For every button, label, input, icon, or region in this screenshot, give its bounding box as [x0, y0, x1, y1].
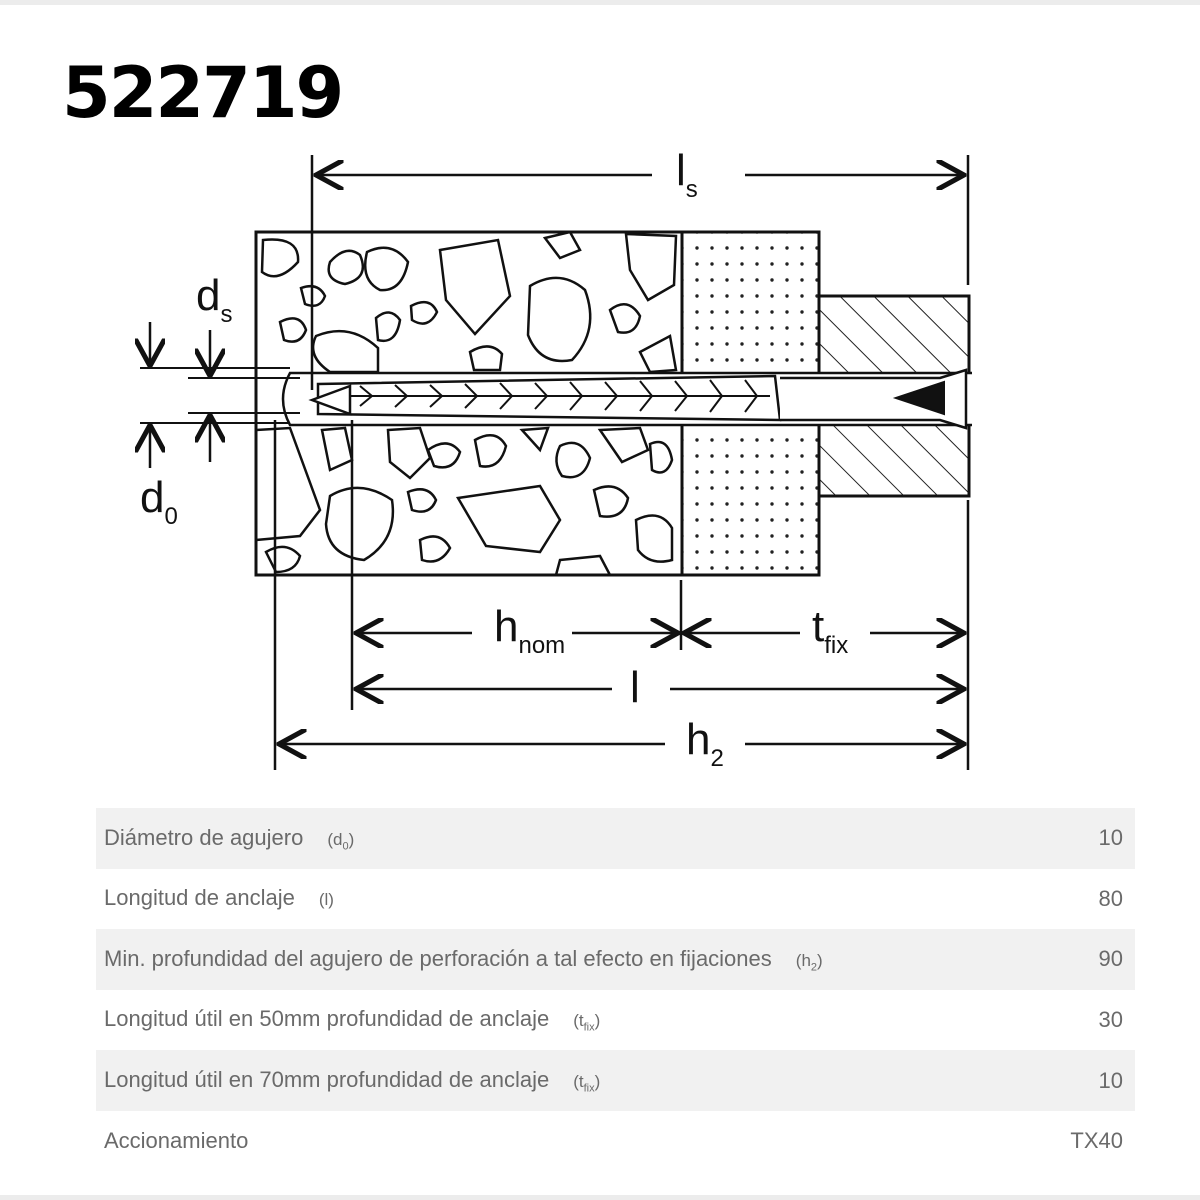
- spec-symbol: (l): [318, 890, 334, 910]
- spec-symbol: $(t_{fix})$: [573, 1071, 601, 1095]
- spec-value: 90: [1098, 946, 1123, 972]
- spec-symbol: $(h_2)$: [795, 950, 823, 974]
- spec-label: Longitud de anclaje (l): [104, 885, 334, 911]
- anchor-installation-diagram: [0, 140, 1200, 790]
- spec-label: Longitud útil en 50mm profundidad de anclaje $(t_{fix})$: [104, 1006, 601, 1034]
- dimension-hnom: [356, 602, 678, 659]
- label-l: l: [630, 663, 640, 712]
- dimension-tfix: [684, 602, 964, 659]
- spec-value: 10: [1098, 825, 1123, 851]
- spec-row-usable-length-70: [96, 1050, 1135, 1111]
- spec-row-min-hole-depth: [96, 929, 1135, 990]
- spec-row-usable-length-50: [96, 990, 1135, 1051]
- dimension-ls: [316, 146, 964, 203]
- spec-symbol: $(t_{fix})$: [573, 1011, 601, 1034]
- product-code: 522719: [62, 52, 343, 134]
- dimension-h2: [279, 715, 964, 772]
- label-tfix: $t_{fix}$: [812, 602, 849, 659]
- label-hnom: $h_{nom}$: [494, 602, 566, 659]
- bottom-edge: [0, 1195, 1200, 1200]
- top-edge: [0, 0, 1200, 5]
- dimension-l: [356, 663, 964, 712]
- spec-row-drive: [96, 1111, 1135, 1172]
- spec-label: Min. profundidad del agujero de perforación a tal efecto en fijaciones $(h_2)$: [104, 945, 823, 974]
- label-d0: $d_0$: [140, 473, 178, 530]
- spec-symbol: $(d_0)$: [327, 829, 355, 852]
- spec-label: Longitud útil en 70mm profundidad de anclaje $(t_{fix})$: [104, 1066, 601, 1095]
- spec-label: Accionamiento: [104, 1128, 249, 1154]
- spec-value: 10: [1098, 1067, 1123, 1093]
- specifications-table: [96, 808, 1135, 1172]
- spec-value: 30: [1098, 1007, 1123, 1033]
- spec-value: 80: [1098, 885, 1123, 911]
- label-h2: $h_2$: [686, 715, 724, 772]
- spec-label: Diámetro de agujero $(d_0)$: [104, 824, 355, 852]
- plug-sleeve: [318, 376, 780, 420]
- label-ls: $l_s$: [676, 146, 698, 203]
- spec-row-hole-diameter: [96, 808, 1135, 869]
- spec-row-anchor-length: [96, 869, 1135, 930]
- label-ds: $d_s$: [196, 271, 233, 328]
- spec-value: TX40: [1070, 1128, 1123, 1154]
